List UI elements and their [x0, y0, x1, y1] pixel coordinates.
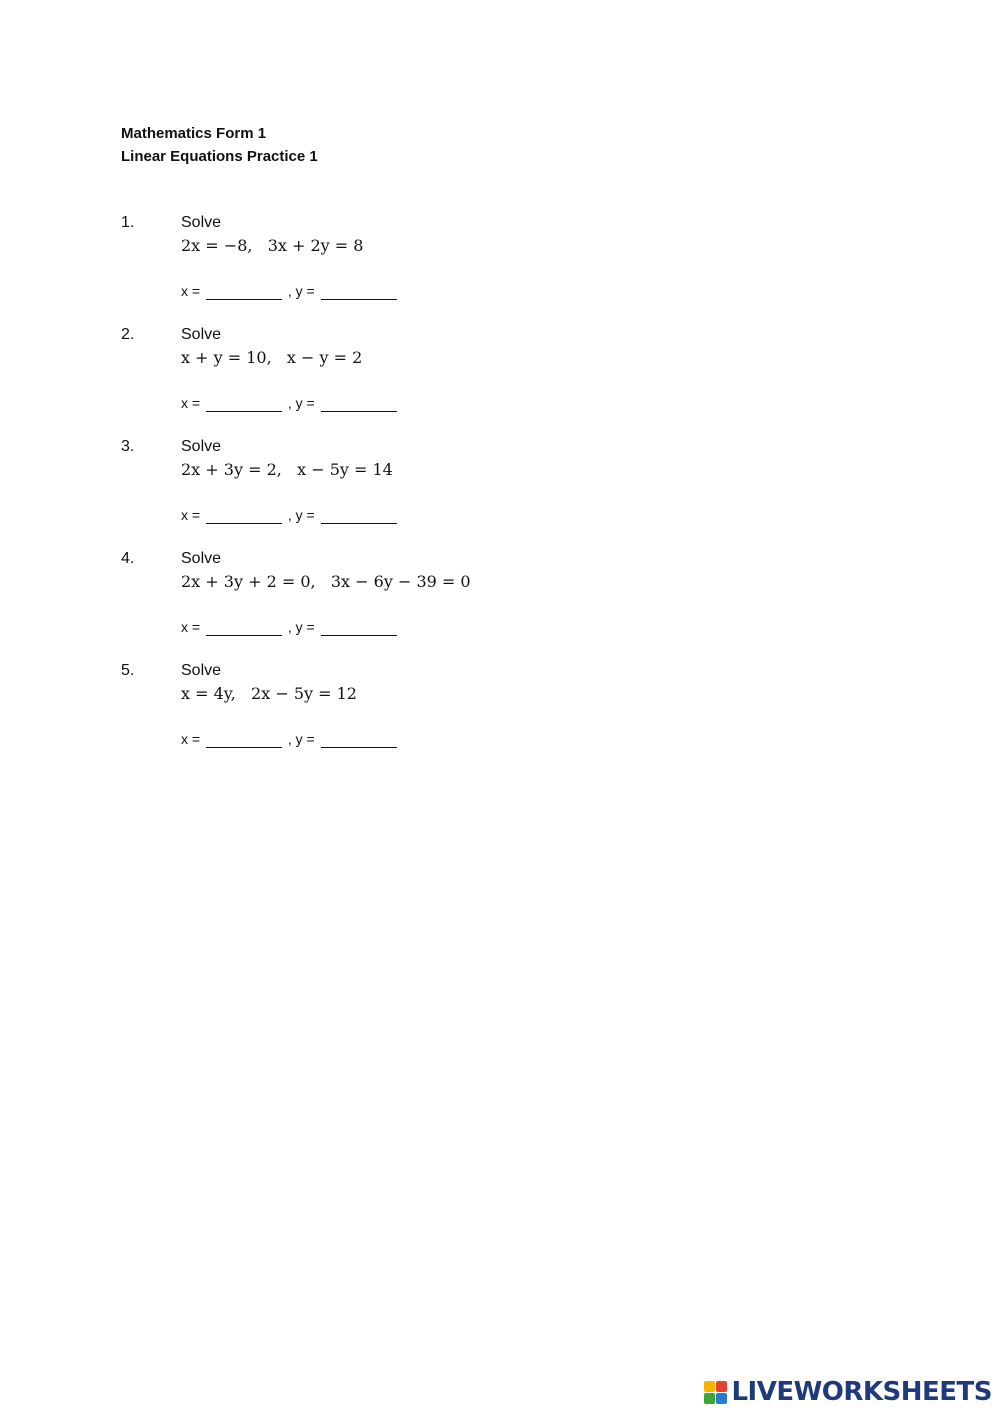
question-1 — [121, 212, 721, 324]
x-answer-input[interactable] — [206, 731, 282, 748]
question-instruction: Solve — [181, 326, 222, 343]
liveworksheets-brand — [704, 1377, 992, 1407]
x-label: x = — [181, 283, 201, 299]
x-answer-input[interactable] — [206, 283, 282, 300]
question-4 — [121, 548, 721, 660]
worksheet-header — [121, 122, 318, 168]
y-label: , y = — [287, 619, 315, 635]
question-number: 5. — [121, 662, 135, 679]
logo-tile — [704, 1393, 715, 1404]
question-equation: x = 4y, 2x − 5y = 12 — [181, 684, 357, 703]
y-label: , y = — [287, 395, 315, 411]
answer-line — [181, 280, 399, 302]
answer-line — [181, 616, 399, 638]
y-answer-input[interactable] — [321, 283, 397, 300]
y-answer-input[interactable] — [321, 731, 397, 748]
question-3 — [121, 436, 721, 548]
worksheet-title: Mathematics Form 1 — [121, 125, 267, 142]
question-equation: 2x + 3y + 2 = 0, 3x − 6y − 39 = 0 — [181, 572, 471, 591]
question-list — [121, 212, 721, 772]
brand-wordmark: LIVEWORKSHEETS — [731, 1377, 992, 1407]
question-equation: 2x = −8, 3x + 2y = 8 — [181, 236, 364, 255]
logo-tile — [716, 1381, 727, 1392]
question-number: 2. — [121, 326, 135, 343]
x-label: x = — [181, 731, 201, 747]
x-label: x = — [181, 619, 201, 635]
question-2 — [121, 324, 721, 436]
worksheet-subtitle: Linear Equations Practice 1 — [121, 148, 318, 165]
logo-tile — [704, 1381, 715, 1392]
y-answer-input[interactable] — [321, 507, 397, 524]
question-number: 1. — [121, 214, 135, 231]
question-instruction: Solve — [181, 550, 222, 567]
x-label: x = — [181, 395, 201, 411]
answer-line — [181, 728, 399, 750]
y-label: , y = — [287, 283, 315, 299]
question-equation: 2x + 3y = 2, x − 5y = 14 — [181, 460, 393, 479]
answer-line — [181, 504, 399, 526]
question-number: 3. — [121, 438, 135, 455]
liveworksheets-logo-icon — [704, 1381, 727, 1404]
y-answer-input[interactable] — [321, 395, 397, 412]
x-label: x = — [181, 507, 201, 523]
question-5 — [121, 660, 721, 772]
question-number: 4. — [121, 550, 135, 567]
answer-line — [181, 392, 399, 414]
question-equation: x + y = 10, x − y = 2 — [181, 348, 363, 367]
x-answer-input[interactable] — [206, 395, 282, 412]
x-answer-input[interactable] — [206, 507, 282, 524]
x-answer-input[interactable] — [206, 619, 282, 636]
y-label: , y = — [287, 731, 315, 747]
y-answer-input[interactable] — [321, 619, 397, 636]
question-instruction: Solve — [181, 214, 222, 231]
y-label: , y = — [287, 507, 315, 523]
question-instruction: Solve — [181, 662, 222, 679]
logo-tile — [716, 1393, 727, 1404]
question-instruction: Solve — [181, 438, 222, 455]
